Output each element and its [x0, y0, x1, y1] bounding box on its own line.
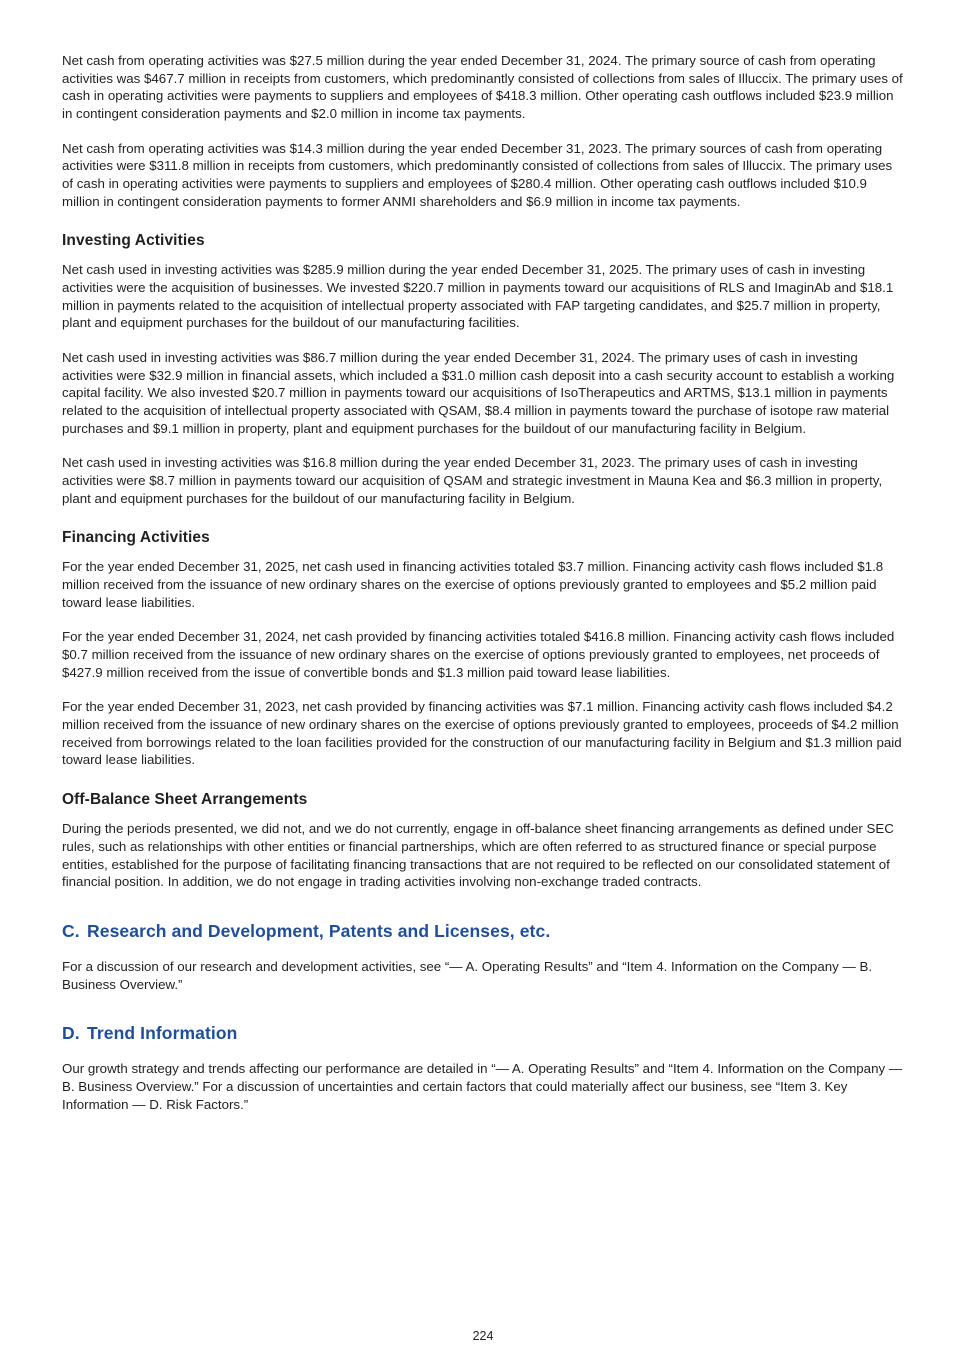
document-body	[62, 52, 904, 1113]
paragraph-section-c-body: For a discussion of our research and development activities, see “— A. Operating Results” and “Item 4. Information on the Company — B. Business Overview.”	[62, 958, 873, 992]
heading-financing-activities: Financing Activities	[62, 529, 210, 547]
heading-section-c-label: C.	[62, 920, 80, 941]
heading-section-d-label: D.	[62, 1023, 80, 1044]
paragraph-off-balance-sheet: During the periods presented, we did not, and we do not currently, engage in off-balance sheet financing arrangements as defined under SEC rules, such as relationships with other entities or financial partnerships, which are often referred to as structured finance or special purpose entities, established for the purpose of facilitating financing transactions that are not required to be reflected on our consolidated statement of financial position. In addition, we do not engage in trading activities involving non-exchange traded contracts.	[62, 821, 894, 890]
paragraph-investing-2024: Net cash used in investing activities was $86.7 million during the year ended December 31, 2024. The primary uses of cash in investing activities were $32.9 million in financial assets, which included a $31.0 million cash deposit into a cash security account to establish a working capital facility. We also invested $20.7 million in payments toward our acquisitions of IsoTherapeutics and ARTMS, $13.1 million in payments related to the acquisition of intellectual property associated with QSAM, $8.4 million in payments toward the purchase of isotope raw material purchases and $9.1 million in property, plant and equipment purchases for the buildout of our manufacturing facility in Belgium.	[62, 350, 895, 436]
heading-section-d	[62, 1023, 904, 1044]
paragraph-operating-2024: Net cash from operating activities was $27.5 million during the year ended December 31, 2024. The primary source of cash from operating activities was $467.7 million in receipts from customers, which predominantly consisted of collections from sales of Illuccix. The primary uses of cash in operating activities were payments to suppliers and employees of $418.3 million. Other operating cash outflows included $23.9 million in contingent consideration payments and $2.0 million in income tax payments.	[62, 53, 903, 122]
paragraph-financing-2023: For the year ended December 31, 2023, net cash provided by financing activities was $7.1 million. Financing activity cash flows included $4.2 million received from the issuance of new ordinary shares on the exercise of options previously granted to employees, proceeds of $4.2 million received from borrowings related to the loan facilities provided for the construction of our manufacturing facility in Belgium and $1.3 million paid toward lease liabilities.	[62, 699, 902, 768]
heading-investing-activities: Investing Activities	[62, 232, 205, 250]
heading-section-c-text: Research and Development, Patents and Licenses, etc.	[87, 920, 551, 941]
page-number: 224	[472, 1329, 494, 1343]
heading-section-d-text: Trend Information	[87, 1023, 238, 1044]
heading-section-c	[62, 921, 904, 942]
paragraph-operating-2023: Net cash from operating activities was $14.3 million during the year ended December 31, 2023. The primary sources of cash from operating activities were $311.8 million in receipts from customers, which predominantly consisted of collections from sales of Illuccix. The primary uses of cash in operating activities were payments to suppliers and employees of $280.4 million. Other operating cash outflows included $10.9 million in contingent consideration payments to former ANMI shareholders and $6.9 million in income tax payments.	[62, 140, 893, 209]
paragraph-investing-2025: Net cash used in investing activities was $285.9 million during the year ended December 31, 2025. The primary uses of cash in investing activities were the acquisition of businesses. We invested $220.7 million in payments toward our acquisitions of RLS and ImaginAb and $18.1 million in payments related to the acquisition of intellectual property associated with FAP targeting candidates, and $25.7 million in property, plant and equipment purchases for the buildout of our manufacturing facilities.	[62, 262, 894, 331]
heading-off-balance-sheet-arrangements: Off-Balance Sheet Arrangements	[62, 791, 308, 809]
paragraph-financing-2025: For the year ended December 31, 2025, net cash used in financing activities totaled $3.7 million. Financing activity cash flows included $1.8 million received from the issuance of new ordinary shares on the exercise of options previously granted to employees and $5.2 million paid toward lease liabilities.	[62, 559, 884, 610]
paragraph-investing-2023: Net cash used in investing activities was $16.8 million during the year ended December 31, 2023. The primary uses of cash in investing activities were $8.7 million in payments toward our acquisition of QSAM and strategic investment in Mauna Kea and $6.3 million in property, plant and equipment purchases for the buildout of our manufacturing facility in Belgium.	[62, 455, 883, 506]
paragraph-section-d-body: Our growth strategy and trends affecting our performance are detailed in “— A. Operating Results” and “Item 4. Information on the Company — B. Business Overview.” For a discussion of uncertainties and certain factors that could materially affect our business, see “Item 3. Key Information — D. Risk Factors.”	[62, 1061, 903, 1112]
paragraph-financing-2024: For the year ended December 31, 2024, net cash provided by financing activities totaled $416.8 million. Financing activity cash flows included $0.7 million received from the issuance of new ordinary shares on the exercise of options previously granted to employees, net proceeds of $427.9 million received from the issue of convertible bonds and $1.3 million paid toward lease liabilities.	[62, 629, 895, 680]
